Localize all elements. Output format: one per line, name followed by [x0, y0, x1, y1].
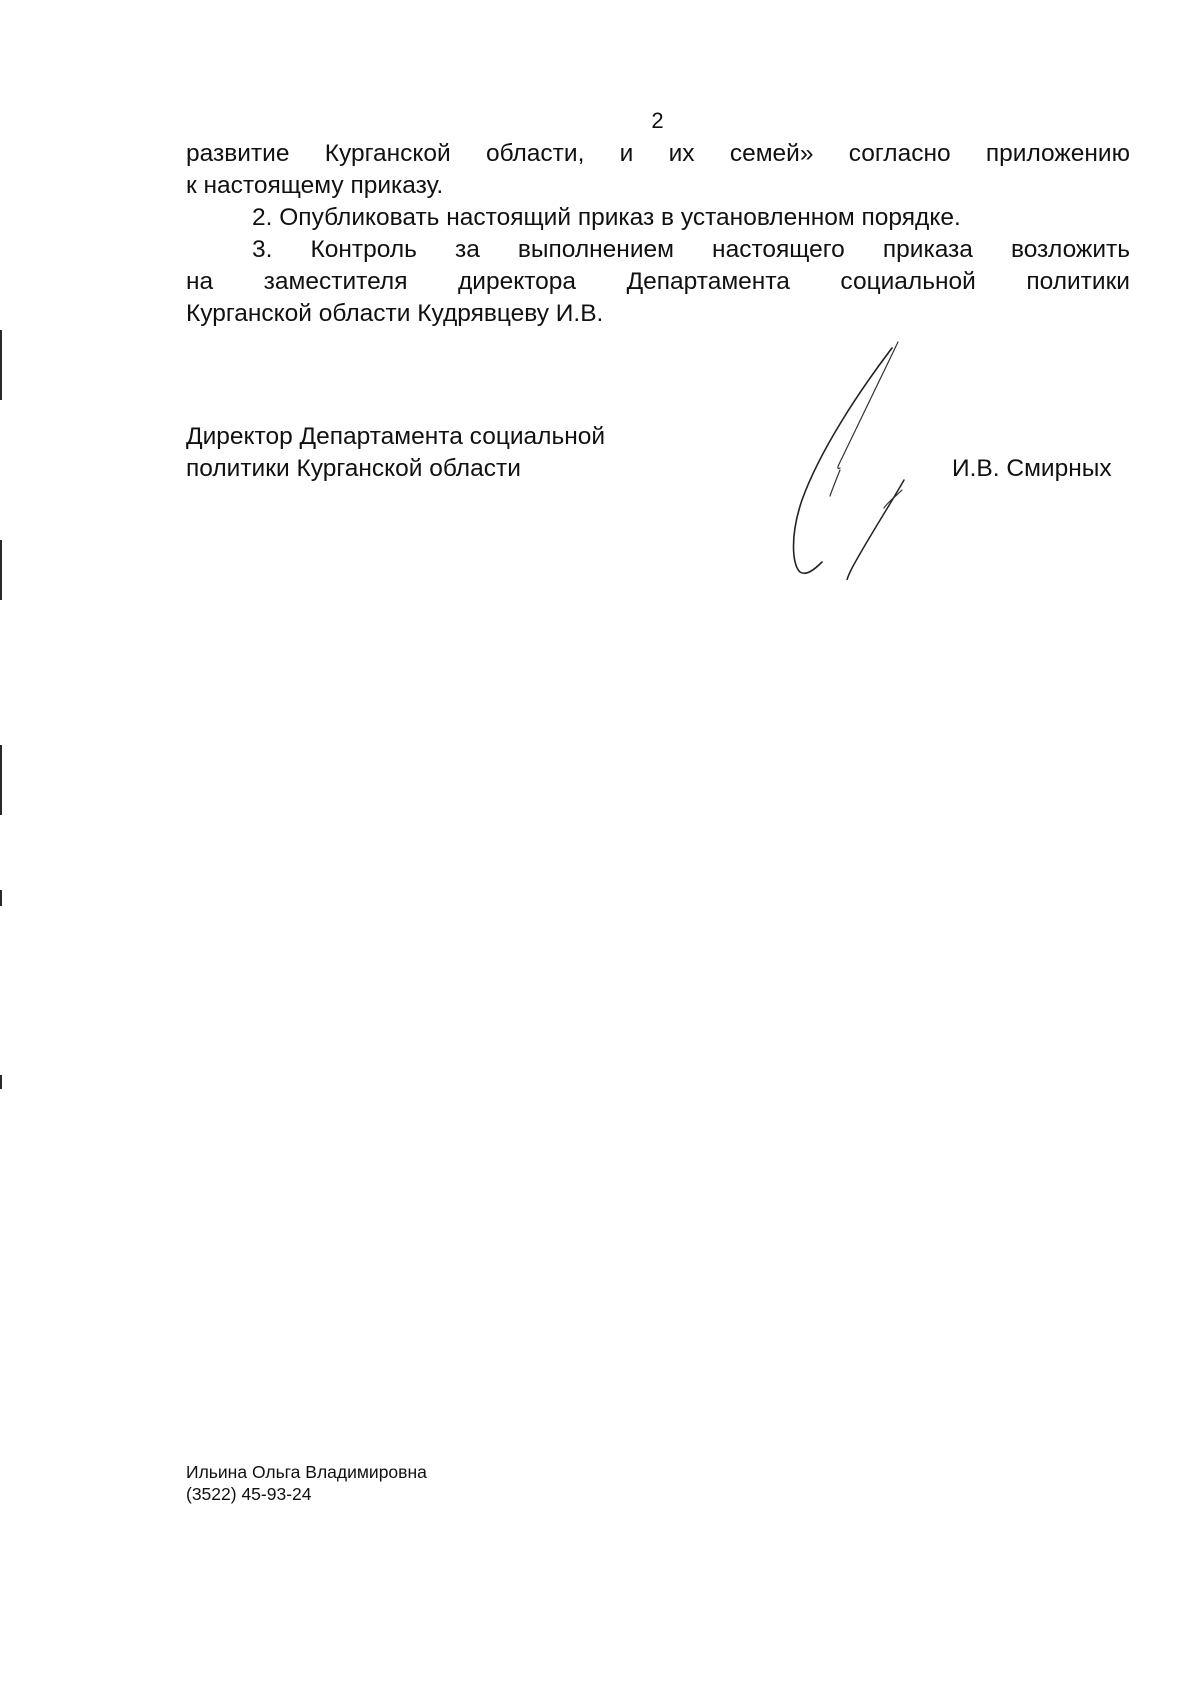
paragraph-1-line-1: развитие Курганской области, и их семей» согласно приложению	[186, 140, 1130, 167]
scan-edge-mark	[0, 330, 2, 400]
scan-edge-mark	[0, 540, 2, 600]
contact-name: Ильина Ольга Владимировна	[186, 1462, 427, 1482]
document-body	[186, 138, 1130, 330]
scan-edge-mark	[0, 890, 2, 906]
paragraph-1-line-2: к настоящему приказу.	[186, 172, 444, 199]
contact-phone: (3522) 45-93-24	[186, 1484, 312, 1504]
handwritten-signature	[780, 340, 930, 580]
signatory-position-line-1: Директор Департамента социальной	[186, 423, 606, 450]
item-3-line-1: 3. Контроль за выполнением настоящего приказа возложить	[252, 236, 1130, 263]
page-number: 2	[651, 108, 664, 133]
item-3-line-2: на заместителя директора Департамента социальной политики	[186, 268, 1130, 295]
contact-info	[186, 1461, 427, 1505]
item-2-text: 2. Опубликовать настоящий приказ в установленном порядке.	[252, 204, 961, 231]
scan-edge-mark	[0, 1075, 2, 1089]
signatory-position	[186, 421, 605, 485]
signatory-position-line-2: политики Курганской области	[186, 455, 521, 482]
scan-edge-mark	[0, 745, 2, 815]
signer-name: И.В. Смирных	[952, 455, 1112, 482]
item-3-line-3: Курганской области Кудрявцеву И.В.	[186, 300, 604, 327]
